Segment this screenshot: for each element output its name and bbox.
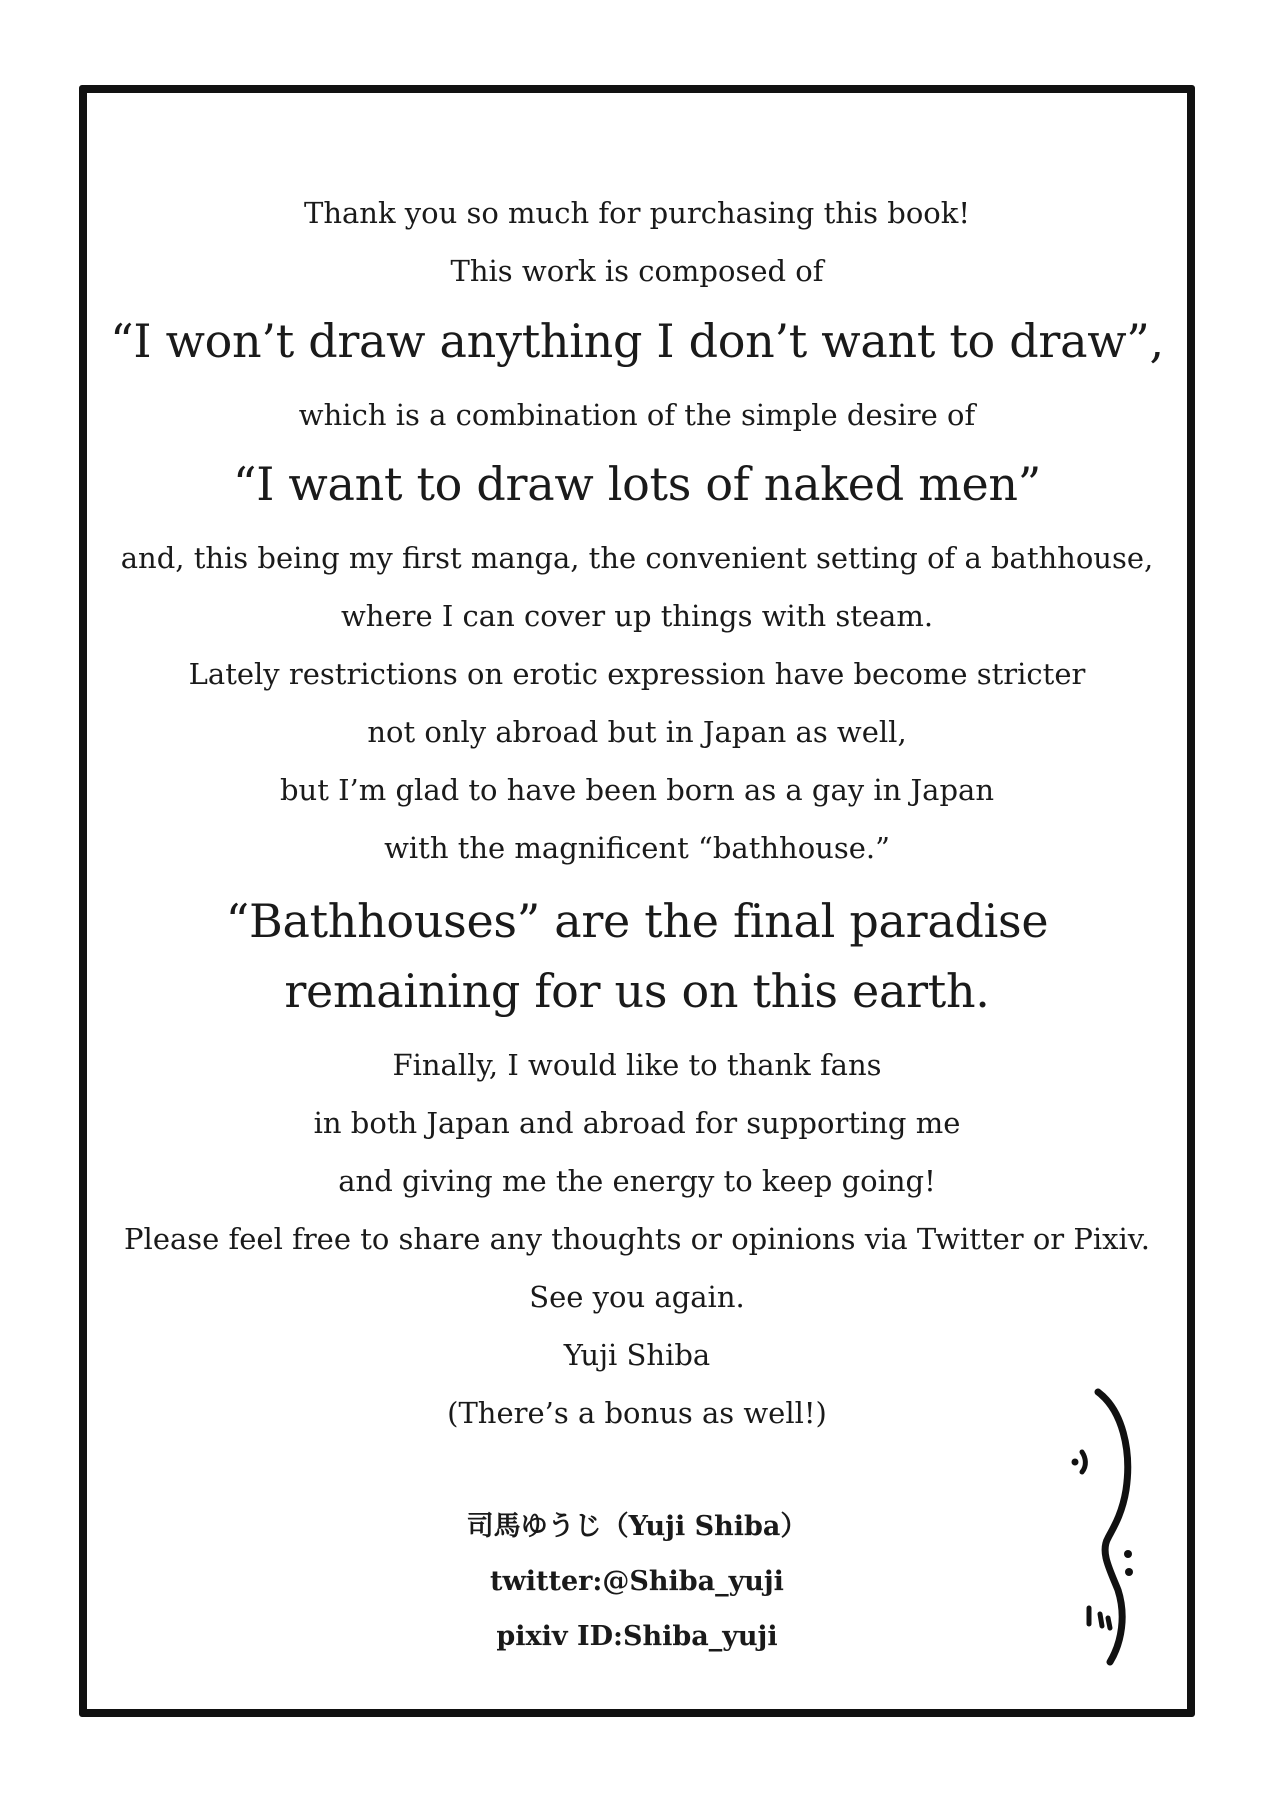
- combination-line: which is a combination of the simple desire of: [298, 398, 976, 432]
- text-line: not only abroad but in Japan as well,: [367, 715, 907, 749]
- text-line: with the magnificent “bathhouse.”: [384, 831, 890, 865]
- text-line: Finally, I would like to thank fans: [392, 1048, 882, 1082]
- quote-line-1: “I won’t draw anything I don’t want to draw”,: [110, 314, 1164, 368]
- paradise-line-2: remaining for us on this earth.: [284, 964, 990, 1018]
- smiley-face-doodle-icon: [1060, 1380, 1150, 1670]
- signature-pixiv: pixiv ID:Shiba_yuji: [496, 1621, 778, 1652]
- text-line: and, this being my first manga, the convenient setting of a bathhouse,: [120, 541, 1154, 575]
- text-line: in both Japan and abroad for supporting me: [313, 1106, 961, 1140]
- quote-line-2: “I want to draw lots of naked men”: [233, 457, 1041, 511]
- text-line: but I’m glad to have been born as a gay in Japan: [279, 773, 994, 807]
- text-line: Please feel free to share any thoughts or opinions via Twitter or Pixiv.: [124, 1222, 1150, 1256]
- text-line: Lately restrictions on erotic expression have become stricter: [188, 657, 1086, 691]
- signature-name: 司馬ゆうじ（Yuji Shiba）: [466, 1511, 808, 1542]
- bonus-note: (There’s a bonus as well!): [447, 1396, 827, 1430]
- composed-line: This work is composed of: [450, 254, 824, 288]
- paradise-line-1: “Bathhouses” are the final paradise: [225, 894, 1049, 948]
- text-line: See you again.: [529, 1280, 745, 1314]
- text-line: and giving me the energy to keep going!: [338, 1164, 936, 1198]
- thanks-line: Thank you so much for purchasing this book!: [303, 196, 970, 230]
- signature-twitter: twitter:@Shiba_yuji: [490, 1566, 784, 1597]
- author-name: Yuji Shiba: [563, 1338, 711, 1372]
- text-line: where I can cover up things with steam.: [340, 599, 934, 633]
